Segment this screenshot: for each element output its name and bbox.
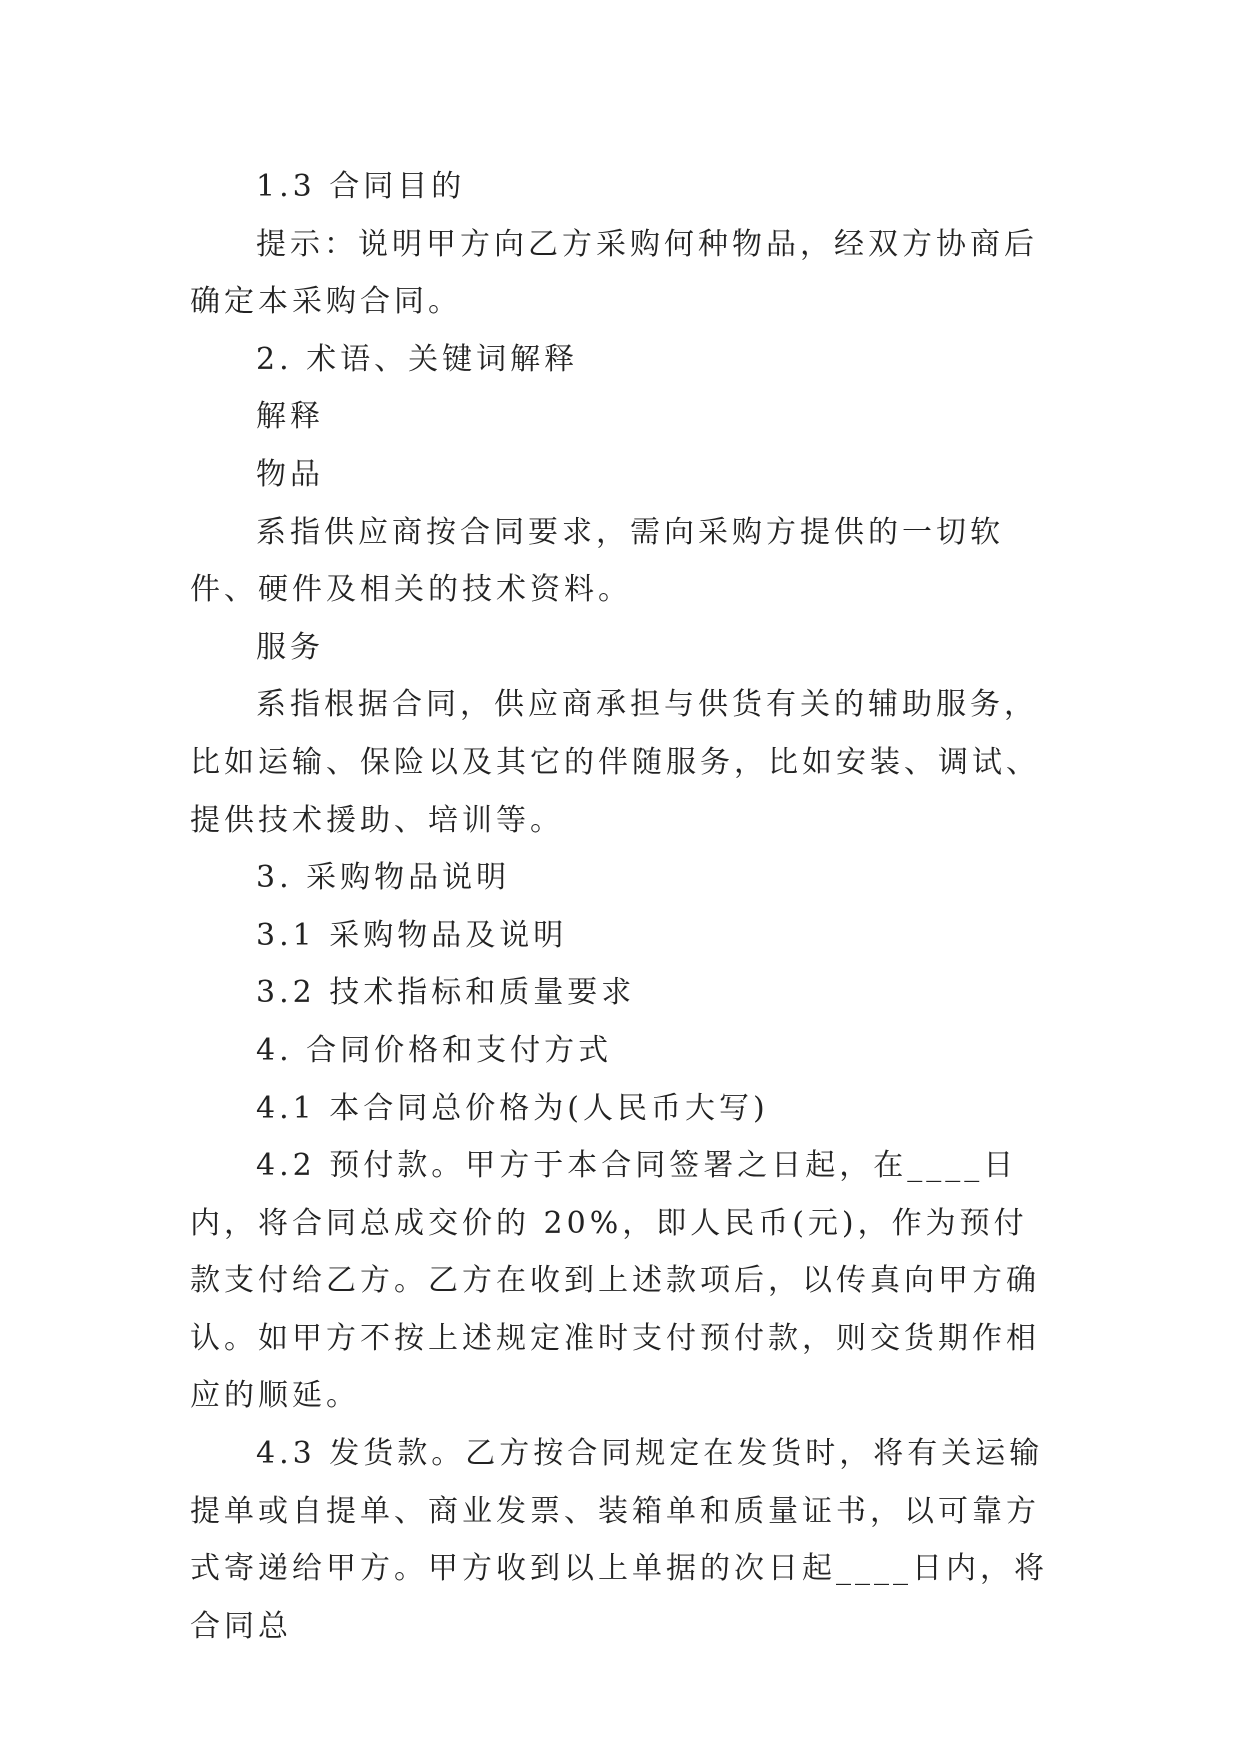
clause-4-3: 4.3 发货款。乙方按合同规定在发货时，将有关运输提单或自提单、商业发票、装箱单和质量证书，以可靠方式寄递给甲方。甲方收到以上单据的次日起____日内，将合同总 [190,1436,1048,1644]
term-explanation-label: 解释 [256,399,324,435]
definition-services: 系指根据合同，供应商承担与供货有关的辅助服务，比如运输、保险以及其它的伴随服务，比如安装、调试、提供技术援助、培训等。 [190,687,1040,838]
paragraph-tip: 提示：说明甲方向乙方采购何种物品，经双方协商后确定本采购合同。 [190,226,1038,320]
term-services: 服务 [256,629,324,665]
clause-4-1: 4.1 本合同总价格为(人民币大写) [256,1090,769,1126]
heading-3: 3. 采购物品说明 [256,860,511,896]
heading-4: 4. 合同价格和支付方式 [256,1032,613,1068]
document-page [190,158,1060,1655]
heading-3-2: 3.2 技术指标和质量要求 [256,975,636,1011]
heading-3-1: 3.1 采购物品及说明 [256,917,568,953]
clause-4-2: 4.2 预付款。甲方于本合同签署之日起，在____日内，将合同总成交价的 20%，即人民币(元)，作为预付款支付给乙方。乙方在收到上述款项后，以传真向甲方确认。如甲方不按上述规定准时支付预付款，则交货期作相应的顺延。 [190,1148,1040,1414]
heading-2: 2. 术语、关键词解释 [256,341,579,377]
heading-1-3: 1.3 合同目的 [256,169,466,204]
term-goods: 物品 [256,456,324,492]
definition-goods: 系指供应商按合同要求，需向采购方提供的一切软件、硬件及相关的技术资料。 [190,514,1004,608]
